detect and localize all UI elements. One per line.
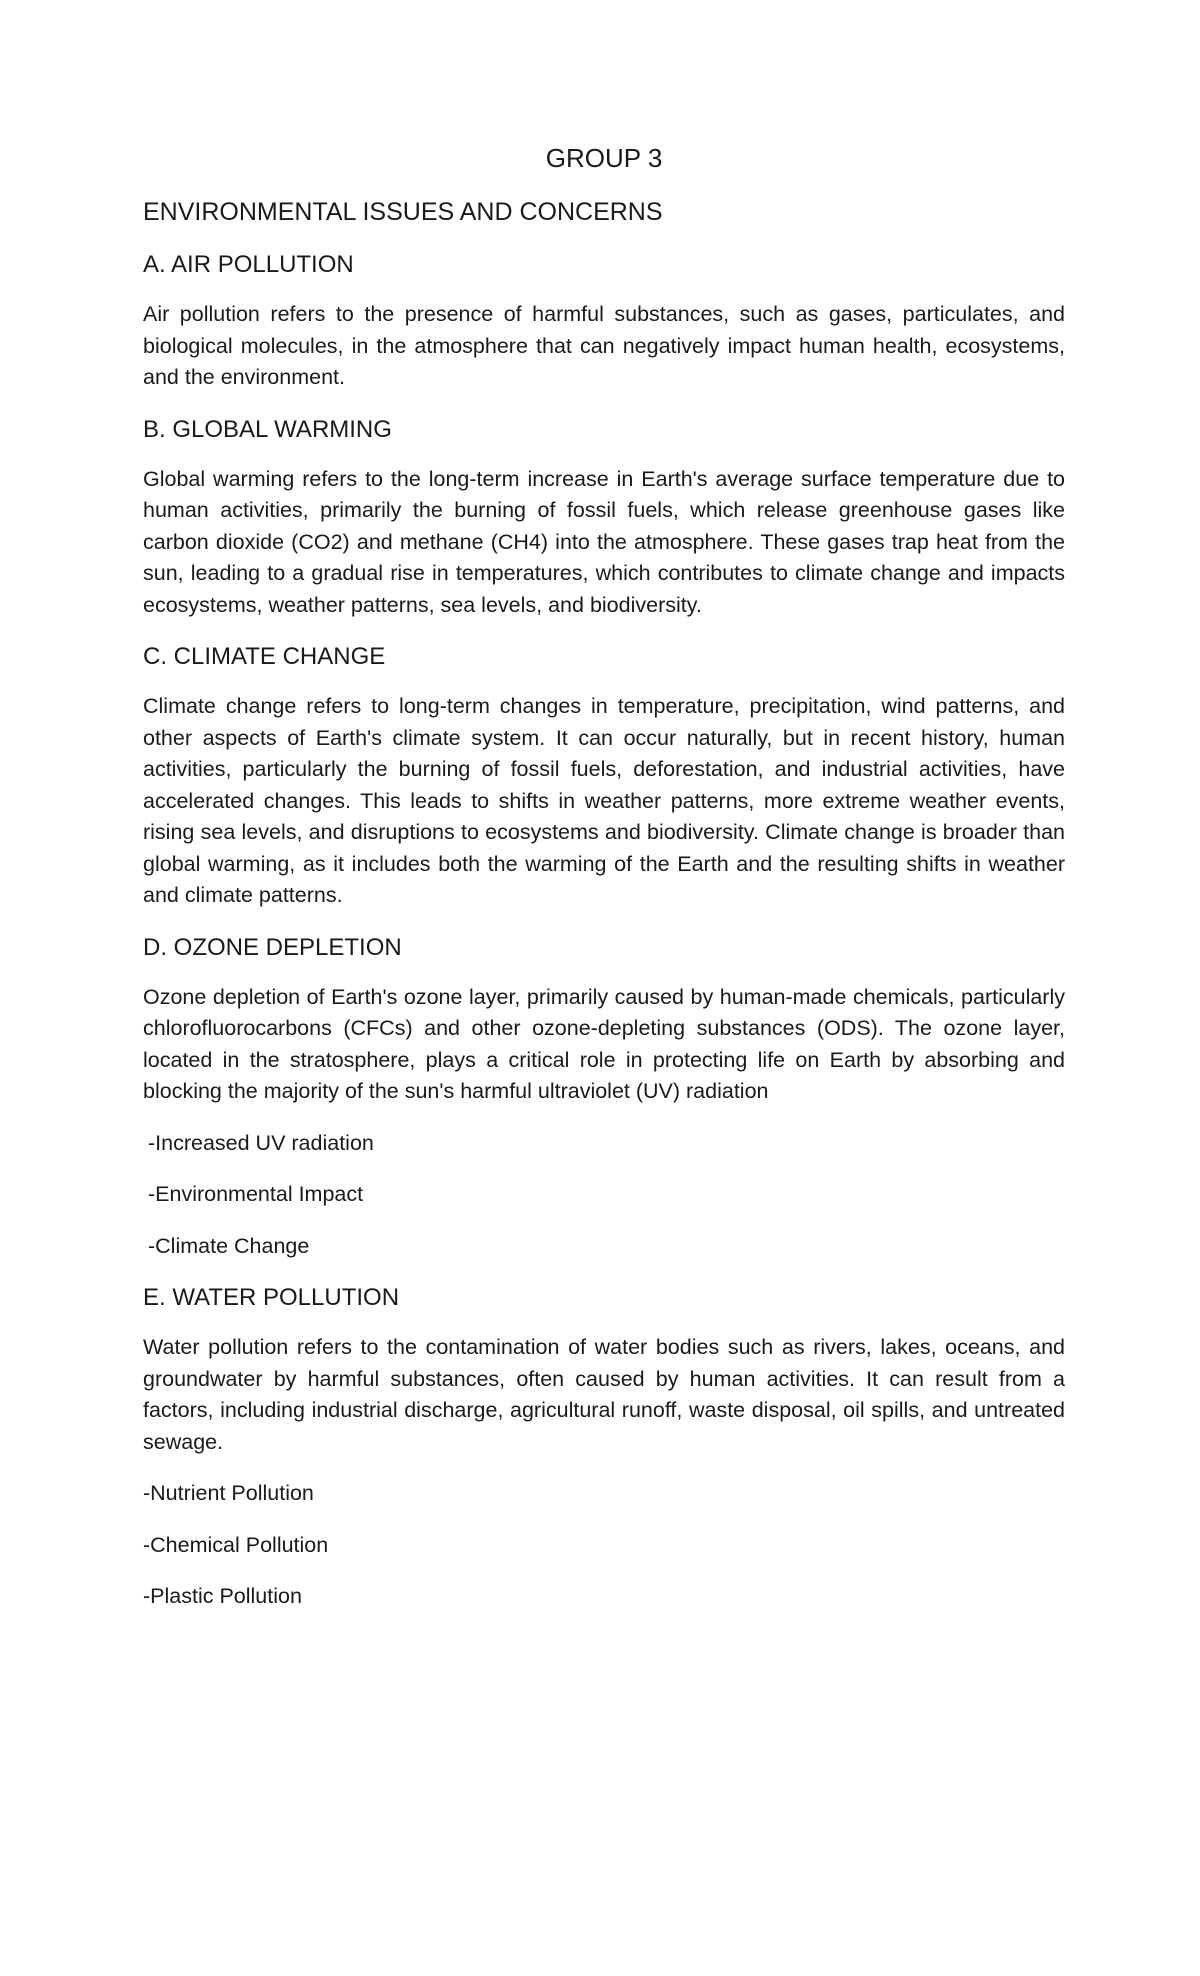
- section-global-warming: [143, 414, 1065, 622]
- list-item: -Nutrient Pollution: [143, 1481, 314, 1505]
- section-paragraph: Air pollution refers to the presence of harmful substances, such as gases, particulates, and biological molecules, in the atmosphere that can negatively impact human health, ecosystems, and the environment.: [143, 302, 1065, 389]
- section-heading: A. AIR POLLUTION: [143, 251, 354, 278]
- list-item: -Plastic Pollution: [143, 1584, 302, 1608]
- section-air-pollution: [143, 249, 1065, 394]
- section-water-pollution: [143, 1282, 1065, 1613]
- section-ozone-depletion: [143, 932, 1065, 1263]
- group-title: GROUP 3: [545, 143, 663, 173]
- section-paragraph: Climate change refers to long-term changes in temperature, precipitation, wind patterns, and other aspects of Earth's climate system. It can occur naturally, but in recent history, human activities, particularly the burning of fossil fuels, deforestation, and industrial activities, have accelerated changes. This leads to shifts in weather patterns, more extreme weather events, rising sea levels, and disruptions to ecosystems and biodiversity. Climate change is broader than global warming, as it includes both the warming of the Earth and the resulting shifts in weather and climate patterns.: [143, 694, 1065, 907]
- document-title: ENVIRONMENTAL ISSUES AND CONCERNS: [143, 198, 663, 226]
- list-item: -Environmental Impact: [148, 1182, 364, 1206]
- section-paragraph: Ozone depletion of Earth's ozone layer, primarily caused by human-made chemicals, particularly chlorofluorocarbons (CFCs) and other ozone-depleting substances (ODS). The ozone layer, located in the stratosphere, plays a critical role in protecting life on Earth by absorbing and blocking the majority of the sun's harmful ultraviolet (UV) radiation: [143, 984, 1065, 1103]
- list-item: -Chemical Pollution: [143, 1532, 329, 1557]
- list-item: -Increased UV radiation: [148, 1130, 374, 1155]
- section-heading: E. WATER POLLUTION: [143, 1284, 400, 1311]
- section-heading: C. CLIMATE CHANGE: [143, 643, 386, 670]
- section-heading: D. OZONE DEPLETION: [143, 933, 402, 961]
- section-climate-change: [143, 641, 1065, 912]
- section-paragraph: Global warming refers to the long-term increase in Earth's average surface temperature due to human activities, primarily the burning of fossil fuels, which release greenhouse gases like carbon dioxide (CO2) and methane (CH4) into the atmosphere. These gases trap heat from the sun, leading to a gradual rise in temperatures, which contributes to climate change and impacts ecosystems, weather patterns, sea levels, and biodiversity.: [143, 466, 1065, 617]
- section-heading: B. GLOBAL WARMING: [143, 415, 392, 443]
- list-item: -Climate Change: [148, 1233, 310, 1258]
- document-content: [143, 141, 1065, 1613]
- section-paragraph: Water pollution refers to the contamination of water bodies such as rivers, lakes, oceans, and groundwater by harmful substances, often caused by human activities. It can result from a factors, including industrial discharge, agricultural runoff, waste disposal, oil spills, and untreated sewage.: [143, 1335, 1065, 1454]
